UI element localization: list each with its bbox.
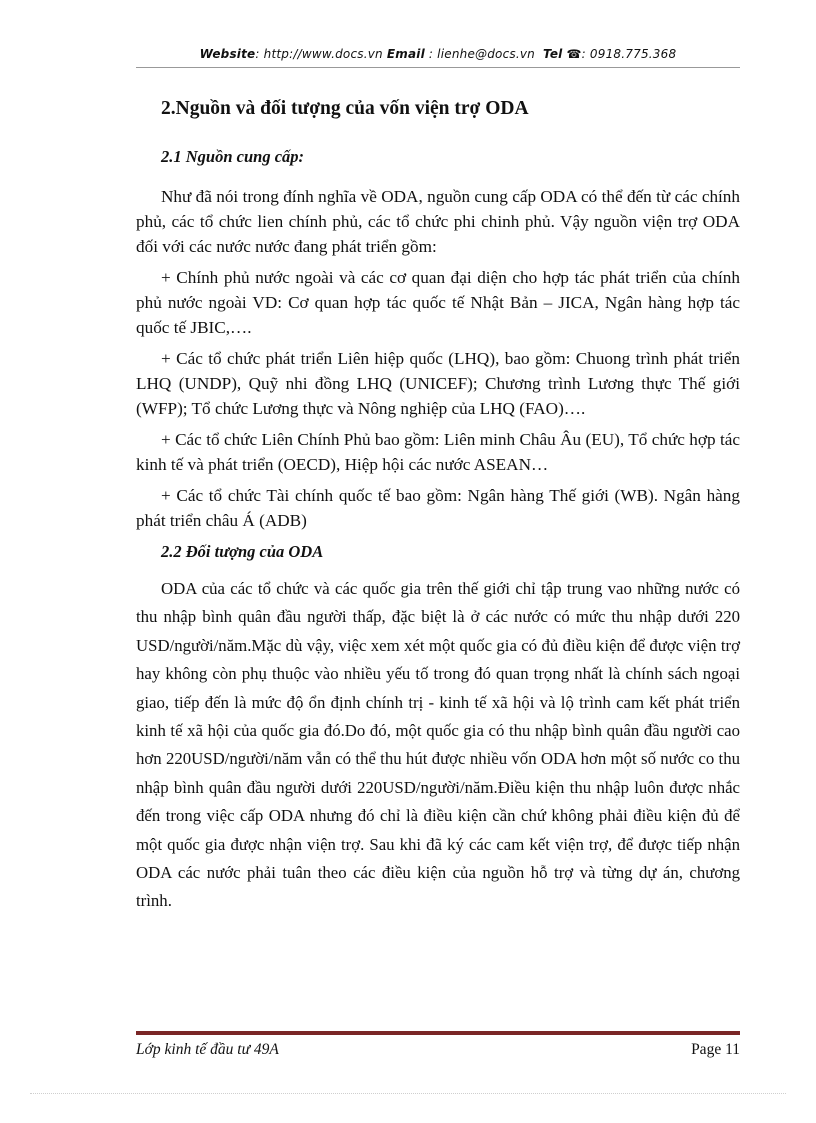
email-label: Email: [386, 47, 425, 61]
website-label: Website: [199, 47, 256, 61]
section-heading-2-2: 2.2 Đối tượng của ODA: [161, 542, 324, 561]
page-bottom-edge: [30, 1093, 786, 1094]
paragraph-intro: Như đã nói trong đính nghĩa về ODA, nguồn cung cấp ODA có thể đến từ các chính phủ, các tổ chức lien chính phủ, các tổ chức phi chinh phủ. Vậy nguồn viện trợ ODA đối với các nước nước đang phát triển gồm:: [136, 187, 740, 256]
paragraph-bullet-2: + Các tổ chức phát triển Liên hiệp quốc (LHQ), bao gồm: Chuong trình phát triển LHQ (UNDP), Quỹ nhi đồng LHQ (UNICEF); Chương trình Lương thực Thế giới (WFP); Tổ chức Lương thực và Nông nghiệp của LHQ (FAO)….: [136, 349, 740, 418]
telephone-icon: ☎: [566, 47, 582, 61]
footer-class-name: Lớp kinh tế đầu tư 49A: [136, 1041, 279, 1058]
website-value[interactable]: : http://www.docs.vn: [255, 47, 383, 61]
tel-value: : 0918.775.368: [581, 47, 677, 61]
section-heading-2-1: 2.1 Nguồn cung cấp:: [161, 147, 305, 166]
page-header: [136, 47, 740, 61]
document-body: [136, 94, 740, 922]
paragraph-bullet-4: + Các tổ chức Tài chính quốc tế bao gồm: Ngân hàng Thế giới (WB). Ngân hàng phát triển châu Á (ADB): [136, 486, 740, 530]
email-value[interactable]: : lienhe@docs.vn: [428, 47, 535, 61]
header-divider: [136, 67, 740, 68]
footer-page-number: Page 11: [691, 1041, 740, 1058]
page-title: 2.Nguồn và đối tượng của vốn viện trợ ODA: [161, 98, 529, 119]
paragraph-bullet-1: + Chính phủ nước ngoài và các cơ quan đại diện cho hợp tác phát triển của chính phủ nước ngoài VD: Cơ quan hợp tác quốc tế Nhật Bản – JICA, Ngân hàng hợp tác quốc tế JBIC,….: [136, 268, 740, 337]
paragraph-bullet-3: + Các tổ chức Liên Chính Phủ bao gồm: Liên minh Châu Âu (EU), Tổ chức hợp tác kinh tế và phát triển (OECD), Hiệp hội các nước ASEAN…: [136, 430, 740, 474]
footer-divider: [136, 1031, 740, 1035]
paragraph-oda-targets: ODA của các tổ chức và các quốc gia trên thế giới chỉ tập trung vao những nước có thu nhập bình quân đầu người thấp, đặc biệt là ở các nước có mức thu nhập dưới 220 USD/người/năm.Mặc dù vậy, việc xem xét một quốc gia có đủ điều kiện để được viện trợ hay không còn phụ thuộc vào nhiều yếu tố trong đó quan trọng nhất là chính sách ngoại giao, tiếp đến là mức độ ổn định chính trị - kinh tế xã hội và lộ trình cam kết phát triển kinh tế xã hội của quốc gia đó.Do đó, một quốc gia có thu nhập bình quân đầu người cao hơn 220USD/người/năm vẫn có thể thu hút được nhiều vốn ODA hơn một số nước co thu nhập bình quân đầu người dưới 220USD/người/năm.Điều kiện thu nhập luôn được nhắc đến trong việc cấp ODA nhưng đó chỉ là điều kiện cần chứ không phải điều kiện đủ để một quốc gia được nhận viện trợ. Sau khi đã ký các cam kết viện trợ, để được tiếp nhận ODA các nước phải tuân theo các điều kiện của nguồn hỗ trợ và từng dự án, chương trình.: [136, 579, 740, 911]
tel-label: Tel: [543, 47, 563, 61]
